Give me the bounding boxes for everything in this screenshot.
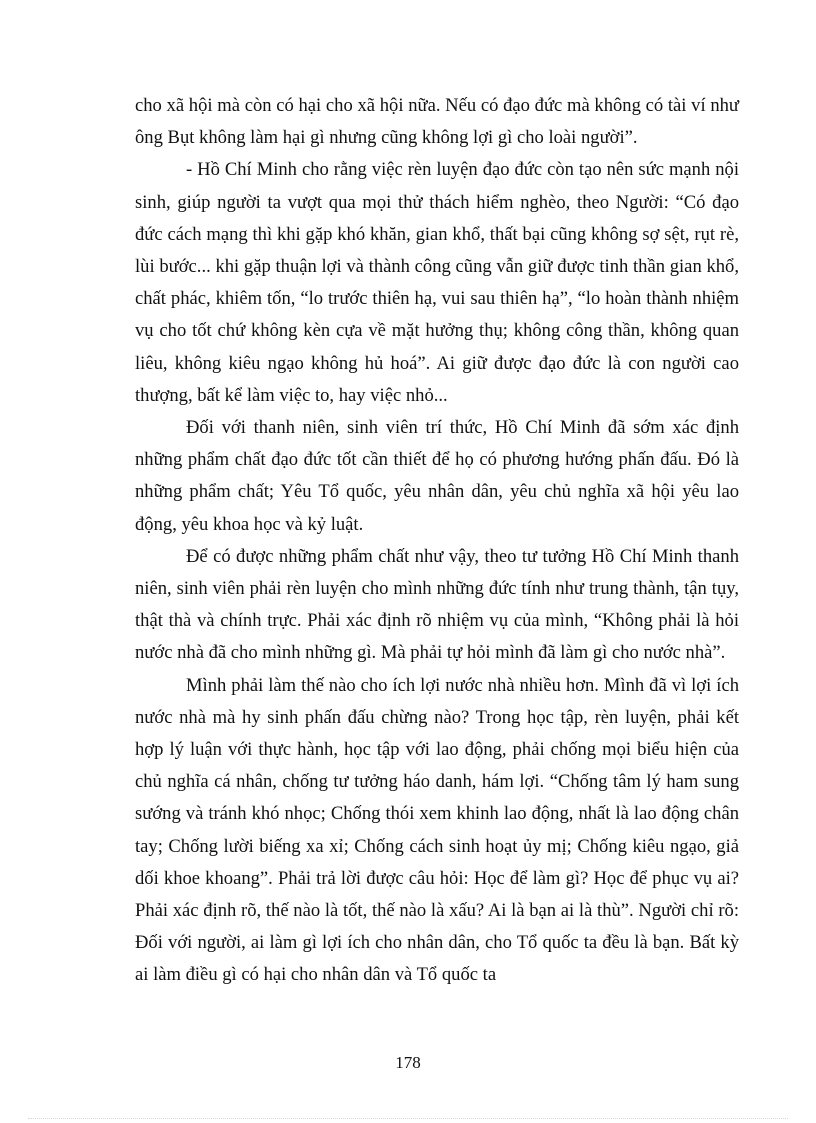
paragraph-virtues: Để có được những phẩm chất như vậy, theo tư tưởng Hồ Chí Minh thanh niên, sinh viên phải rèn luyện cho mình những đức tính như trung thành, tận tụy, thật thà và chính trực. Phải xác định rõ nhiệm vụ của mình, “Không phải là hỏi nước nhà đã cho mình những gì. Mà phải tự hỏi mình đã làm gì cho nước nhà”. [135, 545, 739, 664]
paragraph-study-training: Mình phải làm thế nào cho ích lợi nước nhà nhiều hơn. Mình đã vì lợi ích nước nhà mà hy sinh phấn đấu chừng nào? Trong học tập, rèn luyện, phải kết hợp lý luận với thực hành, học tập với lao động, phải chống mọi biểu hiện của chủ nghĩa cá nhân, chống tư tưởng háo danh, hám lợi. “Chống tâm lý ham sung sướng và tránh khó nhọc; Chống thói xem khinh lao động, nhất là lao động chân tay; Chống lười biếng xa xỉ; Chống cách sinh hoạt ủy mị; Chống kiêu ngạo, giả dối khoe khoang”. Phải trả lời được câu hỏi: Học để làm gì? Học để phục vụ ai? Phải xác định rõ, thế nào là tốt, thế nào là xấu? Ai là bạn ai là thù”. Người chỉ rõ: Đối với người, ai làm gì lợi ích cho nhân dân, cho Tổ quốc ta đều là bạn. Bất kỳ ai làm điều gì có hại cho nhân dân và Tổ quốc ta [135, 674, 739, 986]
page-number: 178 [395, 1053, 421, 1072]
paragraph-continuation: cho xã hội mà còn có hại cho xã hội nữa. Nếu có đạo đức mà không có tài ví như ông Bụt không làm hại gì nhưng cũng không lợi gì cho loài người”. [135, 95, 739, 149]
paragraph-moral-strength: - Hồ Chí Minh cho rằng việc rèn luyện đạo đức còn tạo nên sức mạnh nội sinh, giúp người ta vượt qua mọi thử thách hiểm nghèo, theo Người: “Có đạo đức cách mạng thì khi gặp khó khăn, gian khổ, thất bại cũng không sợ sệt, rụt rè, lùi bước... khi gặp thuận lợi và thành công cũng vẫn giữ được tinh thần gian khổ, chất phác, khiêm tốn, “lo trước thiên hạ, vui sau thiên hạ”, “lo hoàn thành nhiệm vụ cho tốt chứ không kèn cựa về mặt hưởng thụ; không công thần, không quan liêu, không kiêu ngạo không hủ hoá”. Ai giữ được đạo đức là con người cao thượng, bất kể làm việc to, hay việc nhỏ... [135, 159, 739, 406]
paragraph-youth-qualities: Đối với thanh niên, sinh viên trí thức, Hồ Chí Minh đã sớm xác định những phẩm chất đạo đức tốt cần thiết để họ có phương hướng phấn đấu. Đó là những phẩm chất; Yêu Tổ quốc, yêu nhân dân, yêu chủ nghĩa xã hội yêu lao động, yêu khoa học và kỷ luật. [135, 417, 739, 535]
page-bottom-divider [28, 1118, 788, 1119]
document-page [135, 90, 739, 992]
